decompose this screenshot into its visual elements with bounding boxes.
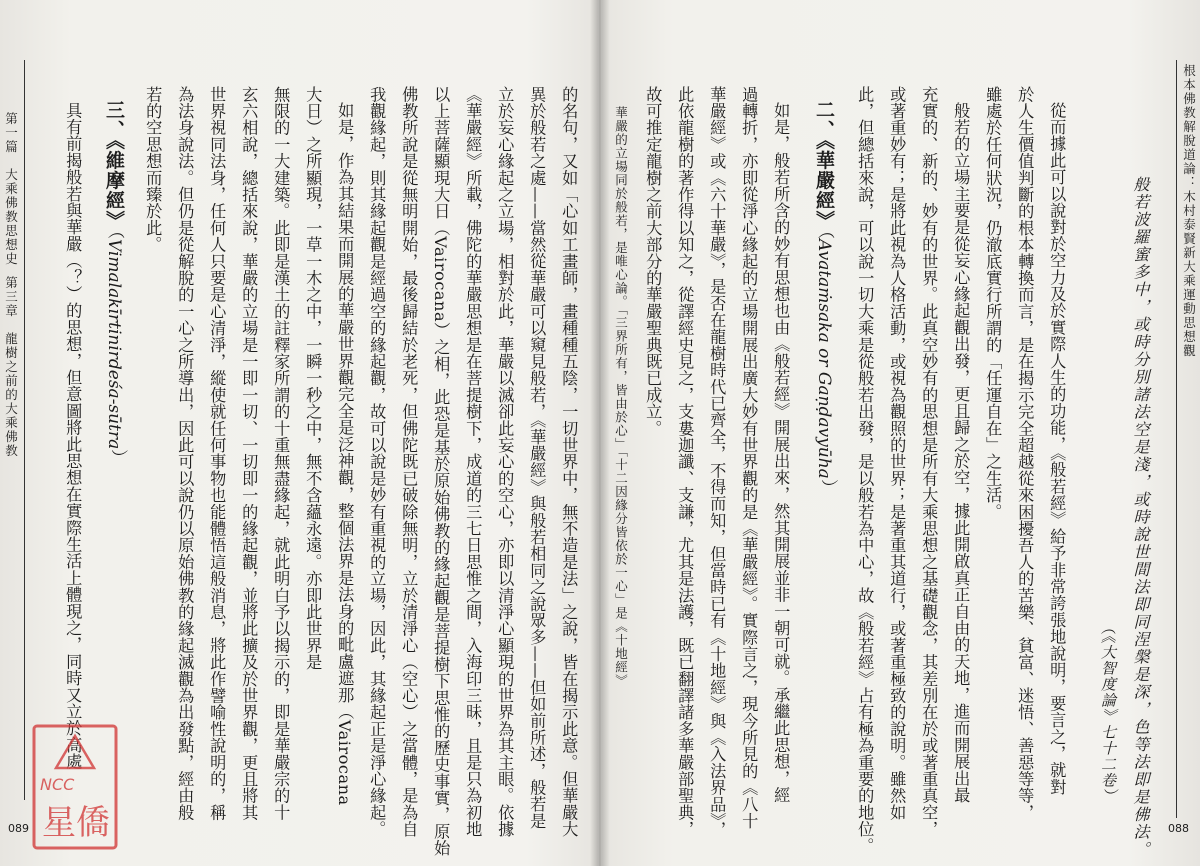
left-page-number: 089 — [8, 822, 29, 835]
right-body-col-6: 或著重妙有；是將此視為人格活動，或視為觀照的世界；是著重其道行，或著重極致的說明。雖然如 — [887, 86, 907, 821]
right-body2-col-5: 故可推定龍樹之前大部分的華嚴聖典既已成立。 — [643, 86, 663, 437]
left-body-col-2: 異於般若之處——當然從華嚴可以窺見般若，《華嚴經》與般若相同之說眾多——但如前所述，般若是 — [527, 86, 547, 830]
left-running-head-chapter: 第三章 龍樹之前的大乘佛教 — [3, 276, 19, 458]
right-body2-col-4: 此依龍樹的著作得以知之，從譯經史見之，支婁迦讖、支謙，尤其是法護，既已翻譯諸多華嚴部聖典， — [675, 86, 695, 838]
section-heading-vimalakirti-latin: （Vimalakīrtinirdeśa-sūtra） — [104, 230, 124, 467]
right-margin-rule — [1176, 60, 1177, 818]
left-body-col-7: 我觀緣起，則其緣起觀是經過空的緣起觀，故可以說是妙有重視的立場，因此，其緣起正是淨心緣起。 — [367, 86, 387, 838]
left-body-col-9: 大日）之所顯現，一草一木之中，一瞬一秒之中，無不含蘊永遠。亦即此世界是 — [303, 86, 323, 671]
section-heading-avatamsaka-latin: （Avataṁsaka or Gaṇḍavyūha） — [814, 230, 834, 496]
section-heading-vimalakirti-title: 三、《維摩經》 — [103, 100, 125, 231]
section-heading-avatamsaka — [814, 100, 833, 496]
left-body3-col-1: 具有前揭般若與華嚴（？）的思想，但意圖將此思想在實際生活上體現之，同時又立於高處 — [63, 102, 83, 770]
right-body-col-5: 充實的、新的、妙有的世界。此真空妙有的思想是所有大乘思想之基礎觀念，其差別在於或著重真空， — [919, 86, 939, 838]
right-body-col-7: 此，但總括來說，可以說一切大乘是從般若出發，是以般若為中心，故《般若經》占有極為重要的地位。 — [855, 86, 875, 855]
right-body2-col-2: 過轉折，亦即從淨心緣起的立場開展出廣大妙有世界觀的是《華嚴經》。實際言之，現今所見的《八十 — [739, 86, 759, 830]
right-body2-col-1: 如是，般若所含的妙有思想也由《般若經》開展出來，然其開展並非一朝可就。承繼此思想，經 — [771, 102, 791, 804]
left-body-col-3: 立於妄心緣起之立場，相對於此，華嚴以滅卻此妄心的空心，亦即以清淨心顯現的世界為其主眼。依據 — [495, 86, 515, 838]
left-body-col-12: 世界視同法身，任何人只要是心清淨，縱使就任何事物也能體悟這般消息，將此作譬喻性說明的，稱 — [207, 86, 227, 821]
section-heading-vimalakirti — [104, 100, 123, 466]
left-body-col-1: 的名句，又如「心如工畫師，畫種種五陰，一切世界中，無不造是法」之說，皆在揭示此意。但華嚴大 — [559, 86, 579, 838]
right-body-col-3: 雖處於任何狀況，仍澈底實行所謂的「任運自在」之生活。 — [983, 86, 1003, 521]
epigraph-source: （《大智度論》七十二卷） — [1099, 620, 1117, 805]
book-gutter — [590, 0, 610, 866]
right-body2-col-3: 華嚴經》或《六十華嚴》，是否在龍樹時代已齊全，不得而知，但當時已有《十地經》與《入法界品》， — [707, 86, 727, 838]
left-body-col-10 — [271, 86, 291, 821]
epigraph-quote: 般若波羅蜜多中，或時分別諸法空是淺，或時說世間法即同涅槃是深，色等法即是佛法。 — [1131, 176, 1150, 859]
left-body-col-8: 如是，作為其結果而開展的華嚴世界觀完全是泛神觀，整個法界是法身的毗盧遮那（Vairocana — [335, 102, 355, 806]
left-body-col-5: 以上菩薩顯現大日（Vairocana）之相，此恐是基於原始佛教的緣起觀是菩提樹下思惟的歷史事實，原始 — [431, 86, 451, 857]
left-body-col-10-rest: 。此即是漢土的註釋家所謂的十重無盡緣起，就此明白予以揭示的，即是華嚴宗的十 — [271, 202, 291, 821]
stamp-top-text: NCC — [40, 775, 75, 794]
left-body-col-13: 為法身說法。但仍是從解脫的一心之所導出，因此可以說仍以原始佛教的緣起滅觀為出發點，經由般 — [175, 86, 195, 821]
right-body-col-4: 般若的立場主要是從妄心緣起觀出發，更且歸之於空，據此開啟真正自由的天地，進而開展出最 — [951, 102, 971, 804]
stamp-main-text: 星僑 — [42, 803, 110, 843]
right-small-col: 華嚴的立場同於般若，是唯心論。「三界所有，皆由於心」「十二因緣分皆依於一心」是《十地經》 — [613, 106, 629, 688]
right-page-number: 088 — [1168, 822, 1189, 835]
left-running-head-part: 第一篇 大乘佛教思想史 — [3, 112, 19, 266]
left-body-col-14: 若的空思想而臻於此。 — [143, 86, 163, 253]
left-body-col-11: 玄六相說，總括來說，華嚴的立場是一即一切、一切即一的緣起觀，並將此擴及於世界觀，更且將其 — [239, 86, 259, 821]
section-heading-avatamsaka-title: 二、《華嚴經》 — [813, 100, 835, 231]
left-body-col-6: 佛教所說是從無明開始，最後歸結於老死，但佛陀既已破除無明，立於清淨心（空心）之當體，是為自 — [399, 86, 419, 838]
right-body-col-1: 從而據此可以說對於空力及於實際人生的功能，《般若經》給予非常誇張地說明，要言之，就對 — [1047, 102, 1067, 796]
right-body-col-2: 於人生價值判斷的根本轉換而言，是在揭示完全超越從來困擾吾人的苦樂、貧富、迷悟、善惡等等， — [1015, 86, 1035, 821]
left-body-col-10-prefix: 無限的一大建築 — [271, 86, 291, 203]
left-margin-rule — [24, 60, 25, 800]
left-body-col-4: 《華嚴經》所載，佛陀的華嚴思想是在菩提樹下，成道的三七日思惟之間，入海印三昧，且是只為初地 — [463, 86, 483, 838]
right-running-head: 根本佛教解脫道論：木村泰賢新大乘運動思想觀 — [1181, 64, 1197, 358]
